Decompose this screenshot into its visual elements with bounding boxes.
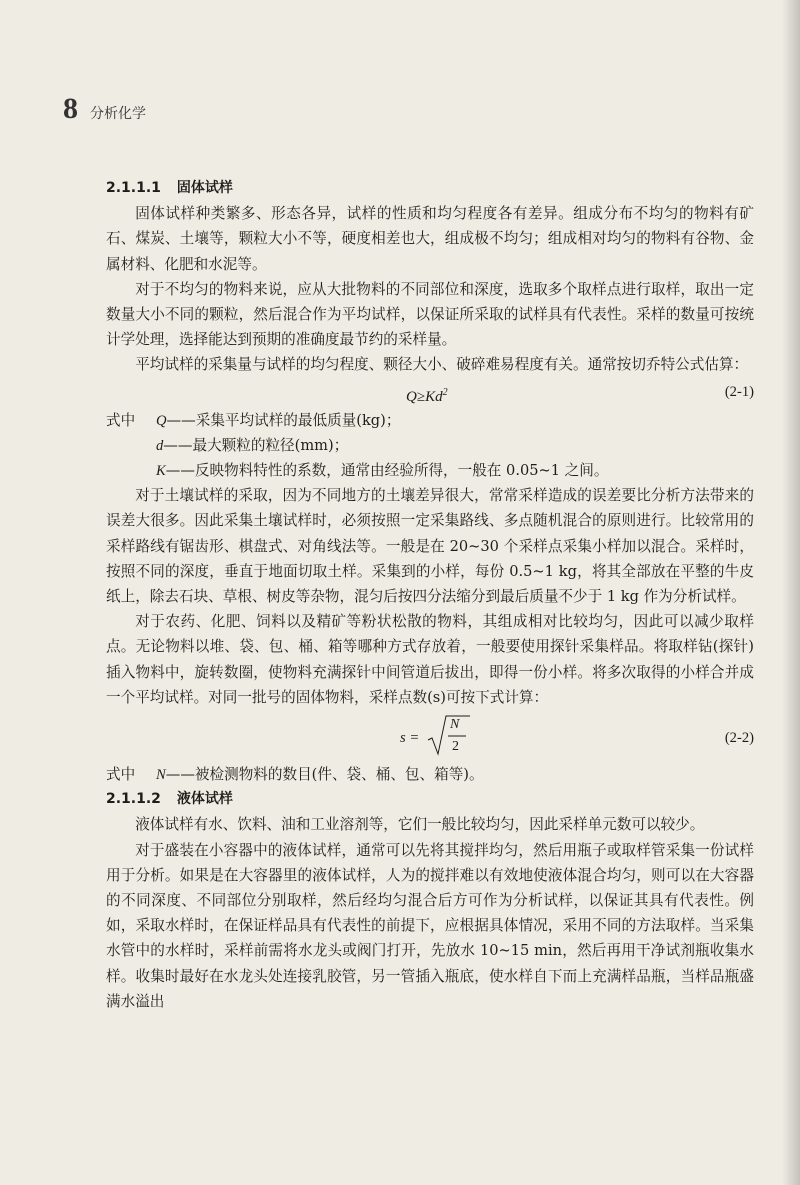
equation-number: (2-1): [724, 383, 754, 400]
paragraph: 平均试样的采集量与试样的均匀程度、颗径大小、破碎难易程度有关。通常按切乔特公式估算：: [135, 356, 749, 374]
book-title: 分析化学: [90, 106, 146, 122]
equation-number: (2-2): [724, 730, 754, 746]
where-row: K——反映物料特性的系数，通常由经验所得，一般在 0.05~1 之间。: [156, 461, 609, 479]
section-title: 液体试样: [176, 791, 233, 808]
where-row: d——最大颗粒的粒径(mm)；: [156, 436, 349, 454]
square-root: N 2: [426, 714, 470, 758]
paragraph: 对于农药、化肥、饲料以及精矿等粉状松散的物料，其组成相对比较均匀，因此可以减少取样点。无论物料以堆、袋、包、桶、箱等哪种方式存放着，一般要使用探针采集样品。将取样钻(探针)插入物料中，旋转数圈，使物料充满探针中间管道后拔出，即得一份小样。将多次取得的小样合并成一个平均试样。对同一批号的固体物料，采样点数(s)可按下式计算：: [106, 613, 754, 706]
paragraph: 固体试样种类繁多、形态各异，试样的性质和均匀程度各有差异。组成分布不均匀的物料有矿石、煤炭、土壤等，颗粒大小不等，硬度相差也大，组成极不均匀；组成相对均匀的物料有谷物、金属材料、化肥和水泥等。: [106, 205, 754, 273]
paragraph: 对于盛装在小容器中的液体试样，通常可以先将其搅拌均匀，然后用瓶子或取样管采集一份试样用于分析。如果是在大容器里的液体试样，人为的搅拌难以有效地使液体混合均匀，则可以在大容器的不同深度、不同部位分别取样，然后经均匀混合后方可作为分析试样，以保证其具有代表性。例如，采取水样时，在保证样品具有代表性的前提下，应根据具体情况，采用不同的方法取样。当采集水管中的水样时，采样前需将水龙头或阀门打开，先放水 10~15 min，然后再用干净试剂瓶收集水样。收集时最好在水龙头处连接乳胶管，另一管插入瓶底，使水样自下而上充满样品瓶，当样品瓶盛满水溢出: [106, 841, 754, 1010]
equation-2-1: [106, 378, 754, 408]
section-number: 2.1.1.2: [106, 791, 161, 808]
paragraph: 对于不均匀的物料来说，应从大批物料的不同部位和深度，选取多个取样点进行取样，取出一定数量大小不同的颗粒，然后混合作为平均试样，以保证所采取的试样具有代表性。采样的数量可按统计学处理，选择能达到预期的准确度最节约的采样量。: [106, 280, 754, 349]
where-row: 式中 N——被检测物料的数目(件、袋、桶、包、箱等)。: [106, 766, 484, 783]
section-number: 2.1.1.1: [106, 180, 161, 196]
equation-lhs: s =: [400, 730, 420, 746]
page-number: 8: [63, 92, 78, 125]
section-heading-liquid: [106, 787, 754, 812]
equation-2-2: [106, 714, 754, 762]
section-heading-solid: [106, 176, 754, 201]
running-header: [63, 92, 146, 126]
equation-expression: $Q\ge Kd^2$: [406, 386, 448, 405]
where-row: 式中 Q——采集平均试样的最低质量(kg)；: [106, 411, 401, 429]
paragraph: 液体试样有水、饮料、油和工业溶剂等，它们一般比较均匀，因此采样单元数可以较少。: [135, 816, 705, 834]
paragraph: 对于土壤试样的采取，因为不同地方的土壤差异很大，常常采样造成的误差要比分析方法带来的误差大很多。因此采集土壤试样时，必须按照一定采集路线、多点随机混合的原则进行。比较常用的采样路线有锯齿形、棋盘式、对角线法等。一般是在 20~30 个采样点采集小样加以混合。采样时，按照不同的深度，垂直于地面切取土样。采集到的小样，每份 0.5~1 kg，将其全部放在平整的牛皮纸上，除去石块、草根、树皮等杂物，混匀后按四分法缩分到最后质量不少于 1 kg 作为分析试样。: [106, 487, 754, 605]
page-body: [106, 176, 754, 1014]
page-edge-shadow: [782, 0, 800, 1185]
section-title: 固体试样: [176, 180, 233, 196]
